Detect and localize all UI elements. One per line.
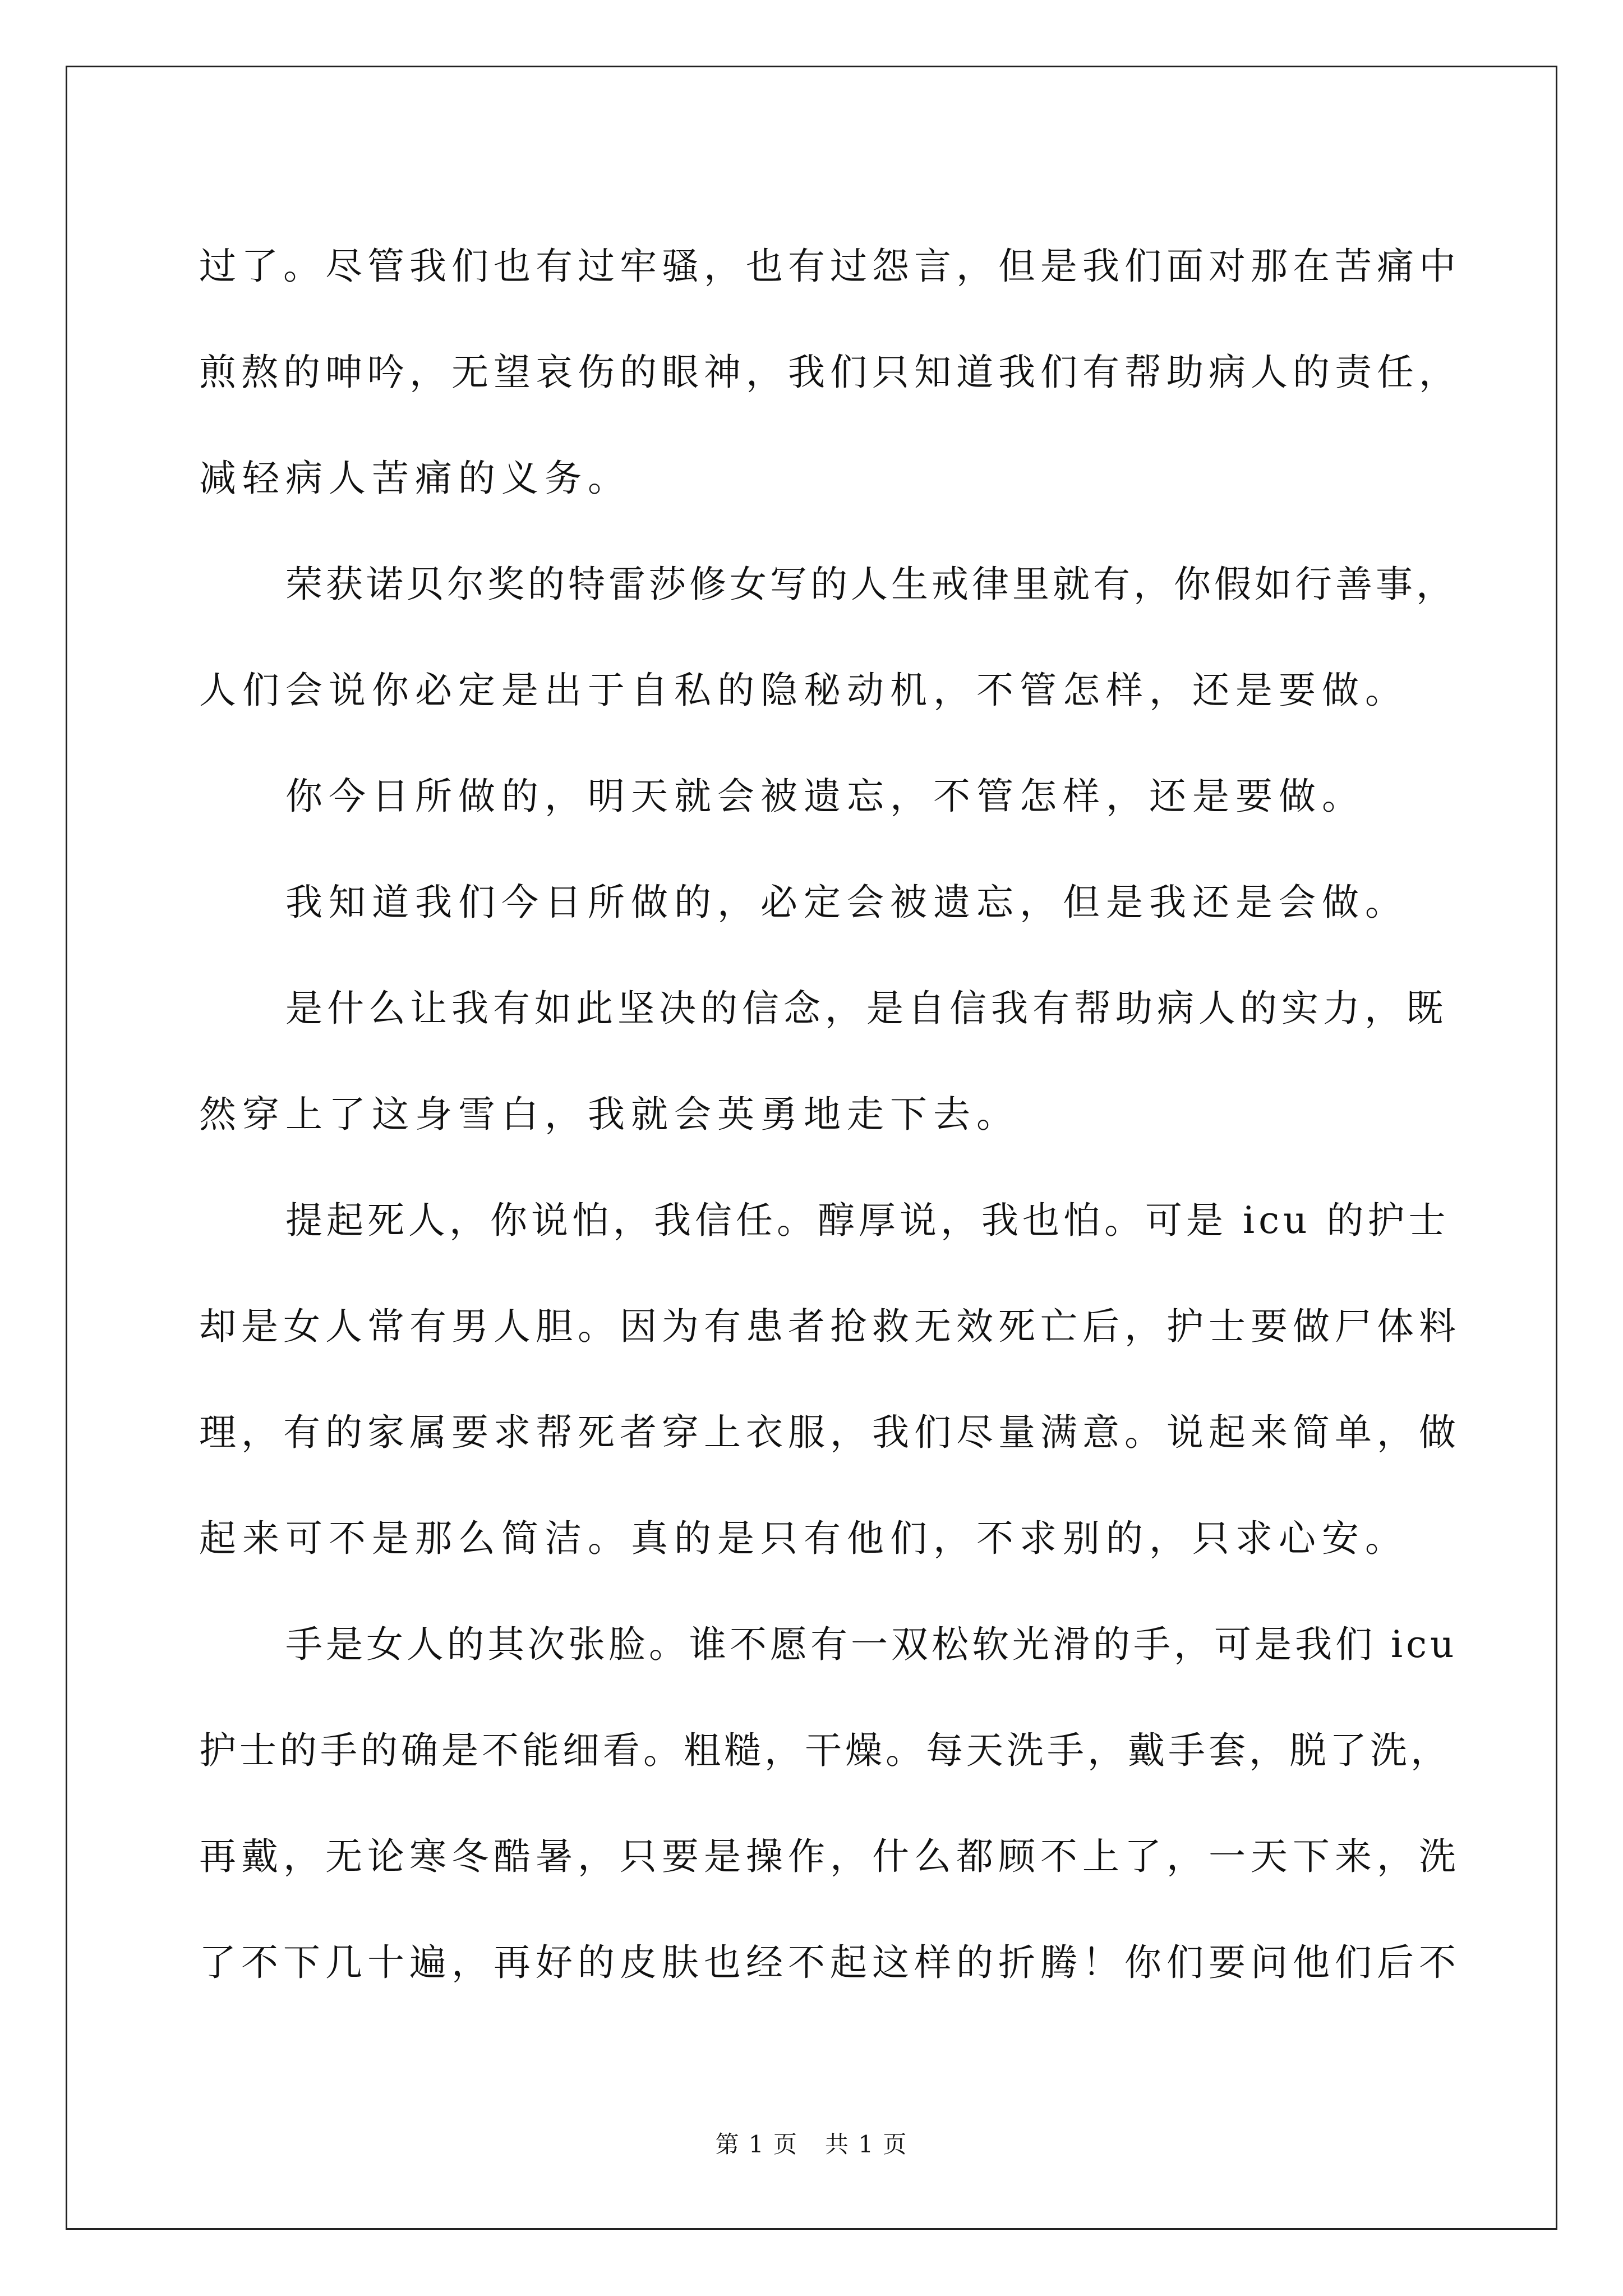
text-line: 过了。尽管我们也有过牢骚，也有过怨言，但是我们面对那在苦痛中	[199, 245, 1461, 288]
text-line: 护士的手的确是不能细看。粗糙，干燥。每天洗手，戴手套，脱了洗，	[199, 1729, 1451, 1772]
page-number: 第 1 页	[715, 2131, 798, 2158]
text-line: 手是女人的其次张脸。谁不愿有一双松软光滑的手，可是我们 icu	[285, 1623, 1458, 1666]
text-line: 提起死人，你说怕，我信任。醇厚说，我也怕。可是 icu 的护士	[285, 1199, 1450, 1242]
text-line: 起来可不是那么简洁。真的是只有他们，不求别的，只求心安。	[199, 1517, 1408, 1560]
text-line: 然穿上了这身雪白，我就会英勇地走下去。	[199, 1093, 1020, 1136]
text-line: 你今日所做的，明天就会被遗忘，不管怎样，还是要做。	[285, 775, 1365, 818]
text-line: 减轻病人苦痛的义务。	[199, 457, 631, 500]
text-line: 却是女人常有男人胆。因为有患者抢救无效死亡后，护士要做尸体料	[199, 1305, 1461, 1348]
page-total: 共 1 页	[825, 2131, 908, 2158]
page-footer	[0, 2126, 1623, 2160]
text-line: 是什么让我有如此坚决的信念，是自信我有帮助病人的实力，既	[285, 987, 1447, 1030]
text-line: 再戴，无论寒冬酷暑，只要是操作，什么都顾不上了，一天下来，洗	[199, 1835, 1461, 1878]
text-line: 理，有的家属要求帮死者穿上衣服，我们尽量满意。说起来简单，做	[199, 1411, 1461, 1454]
text-line: 煎熬的呻吟，无望哀伤的眼神，我们只知道我们有帮助病人的责任，	[199, 351, 1461, 394]
text-line: 了不下几十遍，再好的皮肤也经不起这样的折腾！你们要问他们后不	[199, 1941, 1461, 1984]
text-line: 我知道我们今日所做的，必定会被遗忘，但是我还是会做。	[285, 881, 1408, 924]
text-line: 人们会说你必定是出于自私的隐秘动机，不管怎样，还是要做。	[199, 669, 1408, 712]
text-line: 荣获诺贝尔奖的特雷莎修女写的人生戒律里就有，你假如行善事，	[285, 563, 1456, 606]
document-body	[199, 213, 1461, 2016]
